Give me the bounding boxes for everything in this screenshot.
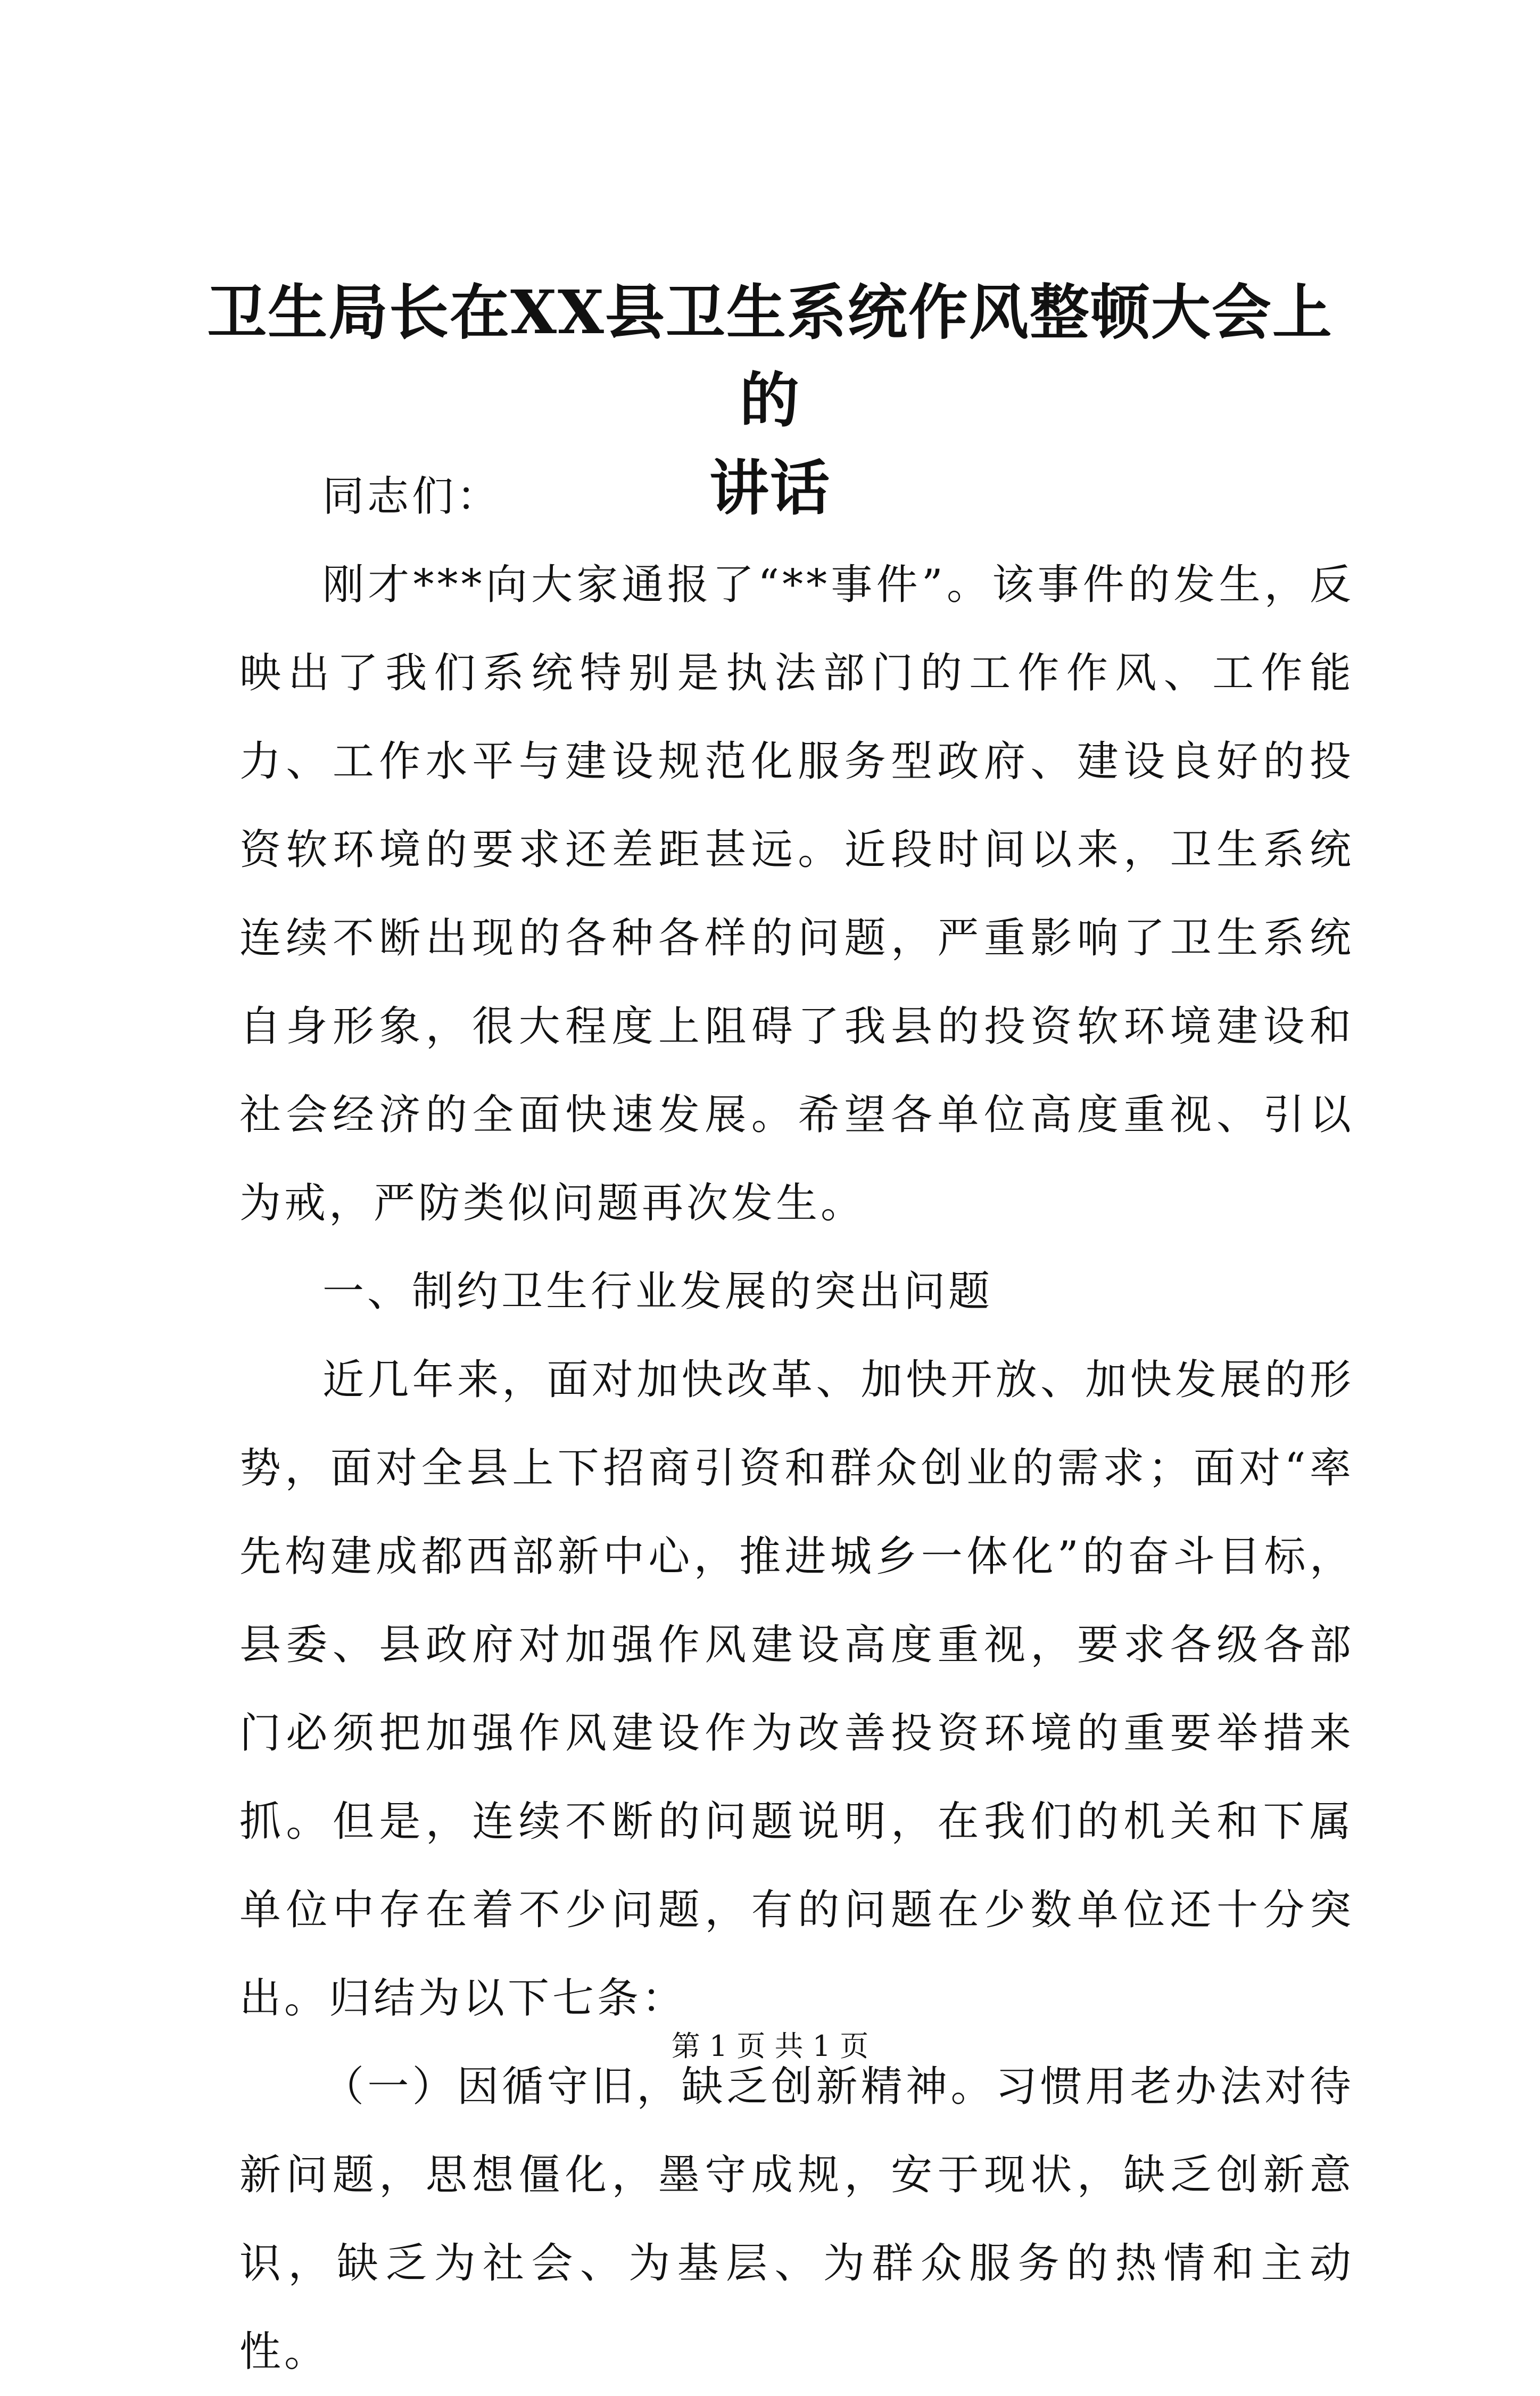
document-body xyxy=(239,452,1354,2396)
title-line-1: 卫生局长在XX县卫生系统作风整顿大会上的 xyxy=(207,278,1333,435)
paragraph-intro: 刚才***向大家通报了“**事件”。该事件的发生，反映出了我们系统特别是执法部门的工作作风、工作能力、工作水平与建设规范化服务型政府、建设良好的投资软环境的要求还差距甚远。近段时间以来，卫生系统连续不断出现的各种各样的问题，严重影响了卫生系统自身形象，很大程度上阻碍了我县的投资软环境建设和社会经济的全面快速发展。希望各单位高度重视、引以为戒，严防类似问题再次发生。 xyxy=(239,561,1354,1227)
page-footer: 第 1 页 共 1 页 xyxy=(671,2029,869,2063)
paragraph-background: 近几年来，面对加快改革、加快开放、加快发展的形势，面对全县上下招商引资和群众创业的需求；面对“率先构建成都西部新中心，推进城乡一体化”的奋斗目标，县委、县政府对加强作风建设高度重视，要求各级各部门必须把加强作风建设作为改善投资环境的重要举措来抓。但是，连续不断的问题说明，在我们的机关和下属单位中存在着不少问题，有的问题在少数单位还十分突出。归结为以下七条： xyxy=(239,1356,1354,2022)
paragraph-point-1: （一）因循守旧，缺乏创新精神。习惯用老办法对待新问题，思想僵化，墨守成规，安于现状，缺乏创新意识，缺乏为社会、为基层、为群众服务的热情和主动性。 xyxy=(239,2063,1354,2376)
salutation: 同志们： xyxy=(322,473,502,520)
section-heading: 一、制约卫生行业发展的突出问题 xyxy=(322,1268,993,1316)
title-line-2: 讲话 xyxy=(709,453,831,523)
